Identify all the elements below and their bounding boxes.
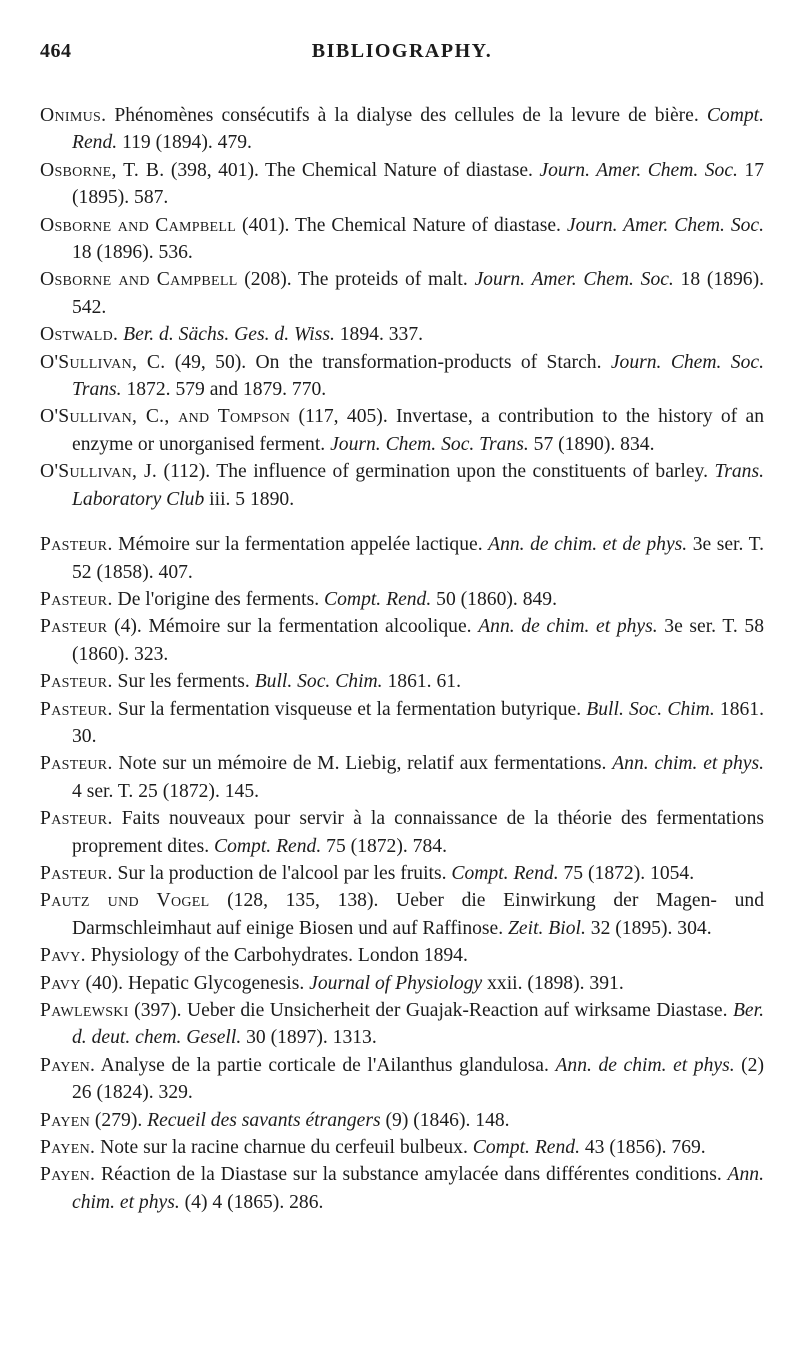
- entry-author: O'Sullivan, J.: [40, 461, 158, 483]
- entry-title: Sur les ferments.: [112, 671, 255, 693]
- entry-author: Pasteur.: [40, 862, 113, 884]
- entry-reference: 57 (1890). 834.: [528, 433, 655, 455]
- bibliography-entry: [40, 668, 764, 695]
- entry-title: (208). The proteids of malt.: [237, 269, 475, 291]
- page-number: 464: [40, 40, 72, 62]
- entry-source: Journ. Amer. Chem. Soc.: [474, 269, 674, 291]
- bibliography-entry: [40, 942, 764, 969]
- entry-author: Osborne and Campbell: [40, 269, 238, 291]
- entry-title: (4). Mémoire sur la fermentation alcoolique.: [107, 616, 479, 638]
- entry-author: Pavy: [40, 972, 81, 994]
- bibliography-entry: [40, 805, 764, 860]
- entry-author: Pasteur.: [40, 753, 113, 775]
- bibliography-entry: [40, 970, 764, 997]
- page-header: [40, 40, 764, 74]
- entry-author: Pasteur.: [40, 588, 113, 610]
- entry-author: Pasteur.: [40, 808, 113, 830]
- entry-reference: 1861. 61.: [382, 671, 461, 693]
- entry-title: Faits nouveaux pour servir à la connaissance de la théorie des fermentations proprement dites.: [72, 808, 764, 857]
- entry-reference: 30 (1897). 1313.: [241, 1027, 377, 1049]
- entry-reference: 75 (1872). 784.: [321, 835, 447, 857]
- bibliography-entry: [40, 458, 764, 513]
- entry-author: Ostwald.: [40, 324, 119, 346]
- entry-author: Payen.: [40, 1164, 96, 1186]
- entry-reference: (2) 26 (1824). 329.: [72, 1054, 764, 1104]
- entry-title: (112). The influence of germination upon the constituents of barley.: [157, 461, 715, 483]
- entry-reference: xxii. (1898). 391.: [482, 972, 624, 994]
- entry-source: Ann. chim. et phys.: [612, 753, 764, 775]
- bibliography-entry: [40, 750, 764, 805]
- entry-source: Ber. d. Sächs. Ges. d. Wiss.: [123, 324, 335, 346]
- bibliography-entry: [40, 403, 764, 458]
- entry-reference: 1894. 337.: [334, 324, 424, 346]
- entry-author: Pavy.: [40, 945, 86, 967]
- entry-source: Compt. Rend.: [324, 588, 432, 610]
- entry-source: Recueil des savants étrangers: [147, 1109, 381, 1131]
- entry-source: Journ. Amer. Chem. Soc.: [539, 159, 738, 181]
- bibliography-entry: [40, 1161, 764, 1216]
- bibliography-entry: [40, 212, 764, 267]
- entry-title: (49, 50). On the transformation-products of Starch.: [165, 351, 611, 373]
- entry-reference: 17 (1895). 587.: [72, 159, 764, 209]
- bibliography-entry: [40, 266, 764, 321]
- bibliography-entry: [40, 157, 764, 212]
- bibliography-entry: [40, 586, 764, 613]
- entry-reference: iii. 5 1890.: [204, 488, 295, 510]
- entry-source: Journal of Physiology: [309, 972, 483, 994]
- entry-reference: 1861. 30.: [72, 698, 764, 747]
- entry-title: Note sur la racine charnue du cerfeuil bulbeux.: [95, 1137, 473, 1159]
- bibliography-entry: [40, 887, 764, 942]
- bibliography-entry: [40, 997, 764, 1052]
- entry-title: Analyse de la partie corticale de l'Ailanthus glandulosa.: [95, 1054, 556, 1076]
- entry-title: (40). Hepatic Glycogenesis.: [80, 972, 310, 994]
- entry-title: (401). The Chemical Nature of diastase.: [236, 214, 567, 236]
- bibliography-entry: [40, 102, 764, 157]
- entry-author: Payen: [40, 1109, 90, 1131]
- bibliography-entry: [40, 531, 764, 586]
- entry-source: Ann. de chim. et de phys.: [488, 534, 688, 556]
- bibliography-entry: [40, 613, 764, 668]
- entry-author: Pawlewski: [40, 1000, 129, 1021]
- entry-source: Compt. Rend.: [214, 835, 322, 857]
- bibliography-entry: [40, 321, 764, 348]
- entry-author: Pasteur.: [40, 671, 113, 693]
- entry-reference: 18 (1896). 536.: [72, 242, 193, 264]
- entry-author: Pasteur.: [40, 534, 113, 556]
- entry-title: Mémoire sur la fermentation appelée lactique.: [112, 534, 489, 556]
- entry-source: Ann. de chim. et phys.: [555, 1054, 735, 1076]
- entry-author: Osborne and Campbell: [40, 214, 237, 236]
- entry-source: Ber. d. deut. chem. Gesell.: [72, 1000, 764, 1049]
- entry-title: Physiology of the Carbohydrates. London 1894.: [85, 945, 468, 967]
- entry-title: (117, 405). Invertase, a contribution to the history of an enzyme or unorganised ferment.: [72, 406, 765, 455]
- bibliography-entry: [40, 1134, 764, 1161]
- entry-reference: 3e ser. T. 58 (1860). 323.: [72, 616, 764, 665]
- entry-reference: 4 ser. T. 25 (1872). 145.: [72, 780, 260, 802]
- entry-reference: 3e ser. T. 52 (1858). 407.: [72, 534, 764, 583]
- entry-source: Trans. Laboratory Club: [72, 461, 764, 510]
- entry-author: Pasteur.: [40, 698, 113, 720]
- entry-reference: (9) (1846). 148.: [380, 1109, 510, 1131]
- entry-source: Ann. de chim. et phys.: [478, 616, 658, 638]
- entry-author: O'Sullivan, C., and Tompson: [40, 406, 291, 428]
- entry-author: Payen.: [40, 1054, 96, 1076]
- entry-author: Pautz und Vogel: [40, 890, 210, 912]
- entry-title: Note sur un mémoire de M. Liebig, relatif aux fermentations.: [112, 753, 613, 775]
- entry-reference: 75 (1872). 1054.: [558, 862, 695, 884]
- entry-author: Osborne, T. B.: [40, 159, 165, 181]
- entry-source: Journ. Amer. Chem. Soc.: [566, 214, 765, 236]
- entry-source: Bull. Soc. Chim.: [254, 671, 383, 693]
- entry-title: (279).: [90, 1109, 148, 1131]
- entry-reference: 43 (1856). 769.: [579, 1137, 706, 1159]
- bibliography-entry: [40, 1107, 764, 1134]
- entry-source: Compt. Rend.: [451, 862, 559, 884]
- entry-source: Journ. Chem. Soc. Trans.: [72, 351, 764, 401]
- bibliography-entry: [40, 860, 764, 887]
- bibliography-entry: [40, 696, 764, 751]
- entry-title: Réaction de la Diastase sur la substance amylacée dans différentes conditions.: [95, 1164, 728, 1186]
- bibliography-list: [40, 102, 764, 1216]
- entry-title: (397). Ueber die Unsicherheit der Guajak-Reaction auf wirksame Diastase.: [128, 1000, 733, 1021]
- entry-title: Sur la production de l'alcool par les fruits.: [112, 862, 452, 884]
- entry-source: Compt. Rend.: [472, 1137, 580, 1159]
- bibliography-entry: [40, 349, 764, 404]
- entry-title: De l'origine des ferments.: [112, 588, 325, 610]
- running-title: BIBLIOGRAPHY.: [311, 40, 493, 62]
- entry-author: O'Sullivan, C.: [40, 351, 166, 373]
- entry-title: Sur la fermentation visqueuse et la fermentation butyrique.: [112, 698, 587, 720]
- entry-reference: 50 (1860). 849.: [431, 588, 557, 610]
- entry-title: (128, 135, 138). Ueber die Einwirkung der Magen- und Darmschleimhaut auf einige Biosen und auf Raffinose.: [72, 890, 764, 939]
- entry-source: Ann. chim. et phys.: [72, 1164, 764, 1213]
- entry-reference: 32 (1895). 304.: [585, 917, 712, 939]
- entry-source: Journ. Chem. Soc. Trans.: [330, 433, 529, 455]
- entry-author: Payen.: [40, 1137, 96, 1159]
- entry-reference: 119 (1894). 479.: [117, 132, 252, 154]
- entry-reference: (4) 4 (1865). 286.: [179, 1191, 324, 1213]
- entry-reference: 18 (1896). 542.: [72, 269, 765, 318]
- entry-source: Zeit. Biol.: [508, 917, 586, 939]
- entry-author: Pasteur: [40, 616, 108, 638]
- entry-reference: 1872. 579 and 1879. 770.: [121, 379, 327, 401]
- entry-source: Compt. Rend.: [72, 105, 764, 154]
- entry-title: Phénomènes consécutifs à la dialyse des cellules de la levure de bière.: [106, 105, 707, 126]
- entry-author: Onimus.: [40, 105, 107, 126]
- bibliography-entry: [40, 1052, 764, 1107]
- entry-source: Bull. Soc. Chim.: [586, 698, 715, 720]
- entry-title: (398, 401). The Chemical Nature of diastase.: [164, 159, 540, 181]
